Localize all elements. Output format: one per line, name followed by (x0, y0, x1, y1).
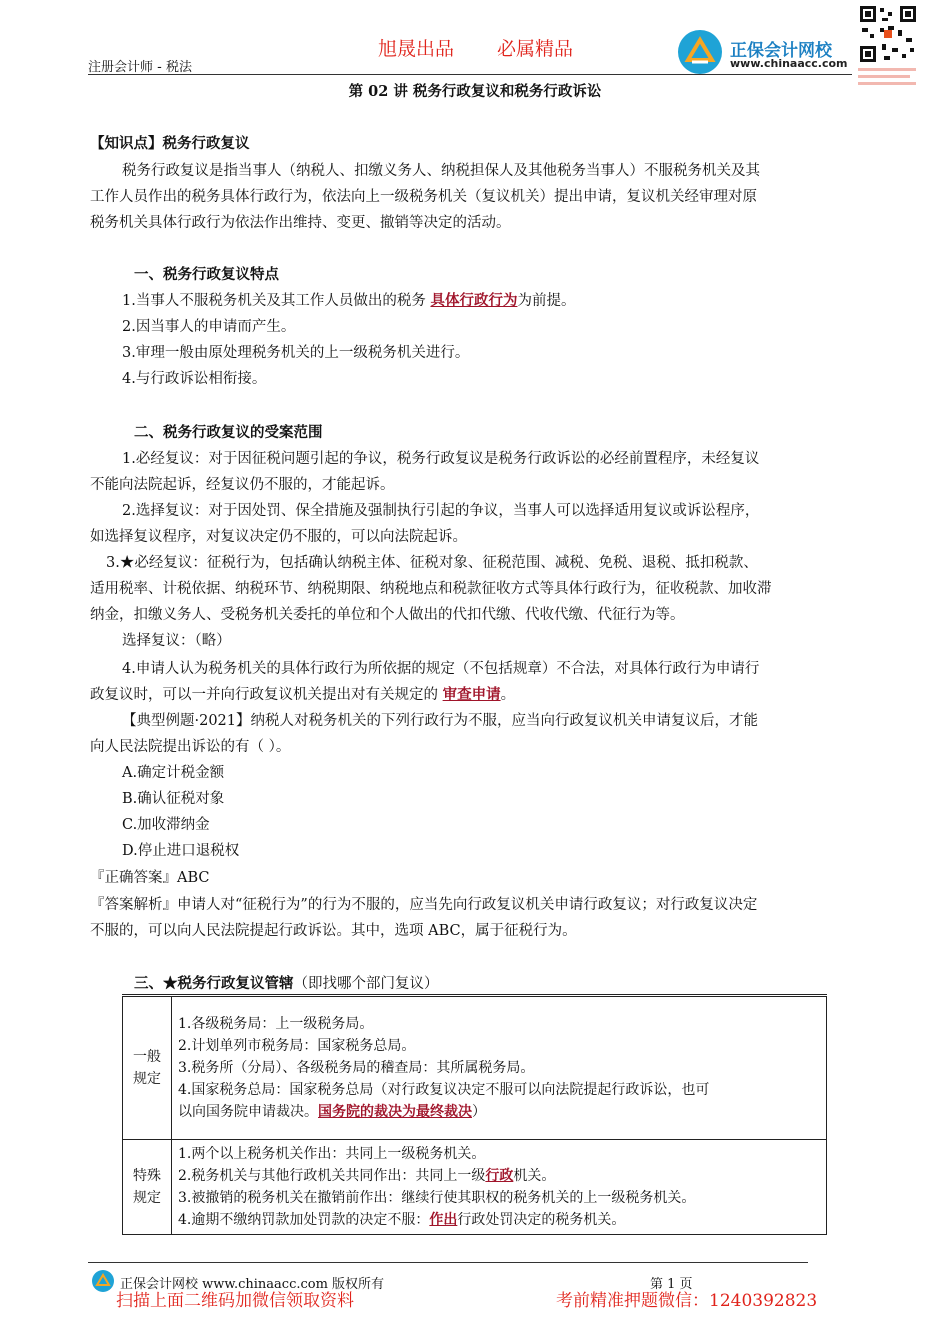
logo-icon (678, 30, 722, 74)
footer-copyright: 正保会计网校 www.chinaacc.com 版权所有 (120, 1277, 385, 1292)
row-content-special (172, 1140, 827, 1235)
footer-page-number: 第 1 页 (650, 1277, 693, 1292)
section-3-heading-note: （即找哪个部门复议） (293, 976, 439, 992)
row-content-general (172, 997, 827, 1140)
table-row (123, 1140, 827, 1235)
example-question-line-1: 【典型例题·2021】纳税人对税务机关的下列行政行为不服，应当向行政复议机关申请复议后，才能 (122, 713, 759, 729)
intro-line-2: 工作人员作出的税务具体行政行为，依法向上一级税务机关（复议机关）提出申请，复议机关经审理对原 (90, 189, 757, 205)
list-item: 3.税务所（分局）、各级税务局的稽查局：其所属税务局。 (178, 1060, 535, 1076)
example-question-line-2: 向人民法院提出诉讼的有（ ）。 (90, 739, 291, 755)
example-explanation-line-1: 『答案解析』申请人对“征税行为”的行为不服的，应当先向行政复议机关申请行政复议；对行政复议决定 (90, 897, 758, 913)
example-option-c: C.加收滞纳金 (122, 817, 210, 833)
scope-3-line-3: 纳金，扣缴义务人、受税务机关委托的单位和个人做出的代扣代缴、代收代缴、代征行为等。 (90, 607, 685, 623)
feature-item-4: 4.与行政诉讼相衔接。 (122, 371, 267, 387)
scope-2-line-2: 如选择复议程序，对复议决定仍不服的，可以向法院起诉。 (90, 529, 467, 545)
feature-item-3: 3.审理一般由原处理税务机关的上一级税务机关进行。 (122, 345, 470, 361)
header-rule (88, 74, 852, 75)
row-label-general: 一般规定 (123, 997, 172, 1140)
example-option-a: A.确定计税金额 (122, 765, 225, 781)
logo-name: 正保会计网校 (730, 41, 832, 61)
section-1-heading: 一、税务行政复议特点 (134, 266, 279, 283)
table-row (123, 997, 827, 1140)
example-option-d: D.停止进口退税权 (122, 843, 240, 859)
knowledge-point-heading: 【知识点】税务行政复议 (90, 135, 250, 152)
highlight-term: 作出 (429, 1212, 458, 1228)
scope-1-line-2: 不能向法院起诉，经复议仍不服的，才能起诉。 (90, 477, 395, 493)
row-label-special: 特殊规定 (123, 1140, 172, 1235)
jurisdiction-table (122, 996, 827, 1235)
lecture-title: 第 02 讲 税务行政复议和税务行政诉讼 (348, 83, 602, 100)
scope-3-line-1: 3.★必经复议：征税行为，包括确认纳税主体、征税对象、征税范围、减税、免税、退税、抵扣税款、 (106, 555, 758, 571)
highlight-term: 国务院的裁决为最终裁决 (318, 1104, 472, 1120)
footer-promo-right: 考前精准押题微信：1240392823 (556, 1291, 818, 1311)
highlight-term: 行政 (485, 1168, 514, 1184)
feature-item-1-tail: 为前提。 (517, 293, 576, 309)
intro-line-1: 税务行政复议是指当事人（纳税人、扣缴义务人、纳税担保人及其他税务当事人）不服税务机关及其 (122, 163, 760, 179)
list-item: 1.各级税务局：上一级税务局。 (178, 1016, 374, 1032)
list-item: 2.税务机关与其他行政机关共同作出：共同上一级行政机关。 (178, 1168, 556, 1184)
scope-1-line-1: 1.必经复议：对于因征税问题引起的争议，税务行政复议是税务行政诉讼的必经前置程序，未经复议 (122, 451, 760, 467)
example-explanation-line-2: 不服的，可以向人民法院提起行政诉讼。其中，选项 ABC，属于征税行为。 (90, 923, 577, 939)
feature-item-1 (122, 288, 575, 314)
section-3-heading-text: 三、★税务行政复议管辖 (134, 975, 294, 992)
section-2-heading: 二、税务行政复议的受案范围 (134, 424, 323, 441)
qr-code-image (858, 4, 918, 64)
list-item: 1.两个以上税务机关作出：共同上一级税务机关。 (178, 1146, 486, 1162)
feature-item-2: 2.因当事人的申请而产生。 (122, 319, 296, 335)
feature-item-1-text: 1.当事人不服税务机关及其工作人员做出的税务 (122, 293, 431, 309)
table-top-rule (122, 994, 827, 995)
example-option-b: B.确认征税对象 (122, 791, 225, 807)
footer-rule (88, 1262, 808, 1263)
footer-promo-left: 扫描上面二维码加微信领取资料 (116, 1291, 354, 1311)
scope-4-line-2 (90, 682, 515, 708)
list-item: 3.被撤销的税务机关在撤销前作出：继续行使其职权的税务机关的上一级税务机关。 (178, 1190, 696, 1206)
list-item: 2.计划单列市税务局：国家税务总局。 (178, 1038, 416, 1054)
highlight-term: 审查申请 (442, 686, 501, 703)
header-course-title: 注册会计师 - 税法 (88, 60, 192, 75)
scope-4-line-1: 4.申请人认为税务机关的具体行政行为所依据的规定（不包括规章）不合法，对具体行政行为申请行 (122, 661, 760, 677)
scope-2-line-1: 2.选择复议：对于因处罚、保全措施及强制执行引起的争议，当事人可以选择适用复议或诉讼程序， (122, 503, 760, 519)
example-answer: 『正确答案』ABC (90, 870, 210, 886)
highlight-term: 具体行政行为 (430, 292, 518, 309)
scope-3-line-2: 适用税率、计税依据、纳税环节、纳税期限、纳税地点和税款征收方式等具体行政行为，征收税款、加收滞 (90, 581, 772, 597)
list-item: 4.国家税务总局：国家税务总局（对行政复议决定不服可以向法院提起行政诉讼，也可 (178, 1082, 710, 1098)
list-item: 4.逾期不缴纳罚款加处罚款的决定不服：作出行政处罚决定的税务机关。 (178, 1212, 626, 1228)
intro-line-3: 税务机关具体行政行为依法作出维持、变更、撤销等决定的活动。 (90, 215, 511, 231)
footer-logo-icon (92, 1270, 114, 1292)
scope-3-line-4: 选择复议：（略） (122, 633, 231, 649)
list-item: 以向国务院申请裁决。国务院的裁决为最终裁决） (178, 1104, 486, 1120)
scope-4-line-2-text: 政复议时，可以一并向行政复议机关提出对有关规定的 (90, 687, 443, 703)
header-slogan-right: 必属精品 (497, 38, 574, 60)
scope-4-line-2-tail: 。 (500, 687, 516, 703)
logo-url: www.chinaacc.com (730, 57, 848, 70)
header-slogan-left: 旭晟出品 (378, 38, 455, 60)
